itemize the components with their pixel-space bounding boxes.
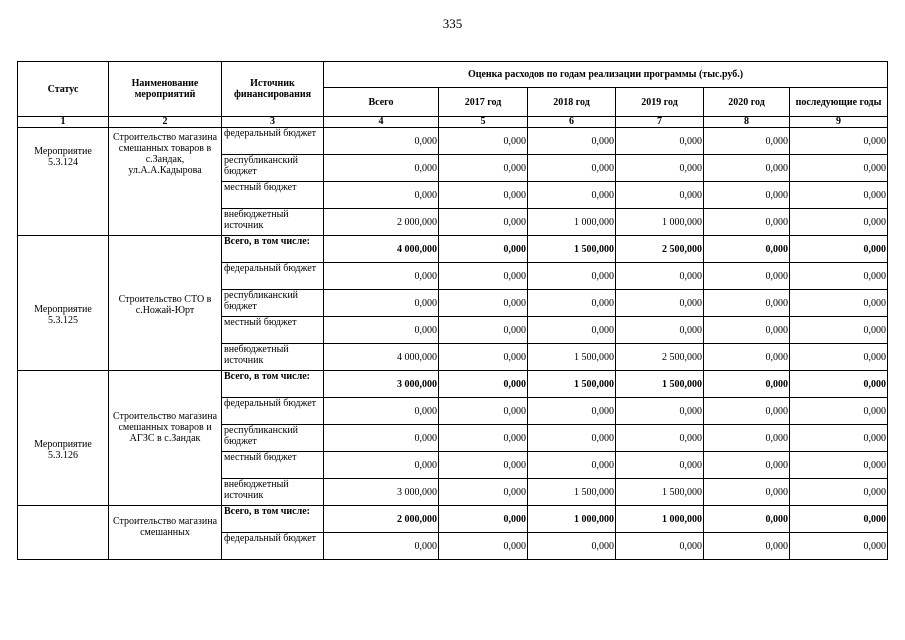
amount-cell-later: 0,000 (790, 236, 888, 263)
event-name-cell (109, 506, 222, 560)
amount-cell-later: 0,000 (790, 290, 888, 317)
event-name-cell (109, 236, 222, 371)
amount-cell-y2019: 1 500,000 (616, 479, 704, 506)
funding-source-cell: федеральный бюджет (222, 533, 324, 560)
header-2017: 2017 год (439, 88, 528, 117)
header-name: Наименование мероприятий (109, 62, 222, 117)
amount-cell-y2019: 0,000 (616, 290, 704, 317)
event-name-text: Строительство магазина смешанных (112, 516, 218, 538)
amount-cell-later: 0,000 (790, 182, 888, 209)
amount-cell-y2020: 0,000 (704, 263, 790, 290)
funding-source-cell: республиканский бюджет (222, 155, 324, 182)
funding-source-cell: местный бюджет (222, 182, 324, 209)
amount-cell-y2019: 1 000,000 (616, 209, 704, 236)
status-cell (18, 506, 109, 560)
amount-cell-total: 0,000 (324, 452, 439, 479)
col-number: 5 (439, 117, 528, 128)
amount-cell-y2020: 0,000 (704, 398, 790, 425)
table-row (18, 236, 888, 263)
amount-cell-y2018: 0,000 (528, 452, 616, 479)
event-name-text: Строительство магазина смешанных товаров в с.Зандак, ул.А.А.Кадырова (112, 132, 218, 176)
amount-cell-y2019: 0,000 (616, 128, 704, 155)
amount-cell-y2020: 0,000 (704, 182, 790, 209)
amount-cell-y2020: 0,000 (704, 425, 790, 452)
amount-cell-y2018: 0,000 (528, 425, 616, 452)
amount-cell-total: 2 000,000 (324, 209, 439, 236)
amount-cell-y2017: 0,000 (439, 209, 528, 236)
amount-cell-y2017: 0,000 (439, 317, 528, 344)
page-number: 335 (442, 16, 463, 31)
amount-cell-later: 0,000 (790, 452, 888, 479)
amount-cell-later: 0,000 (790, 479, 888, 506)
header-2019: 2019 год (616, 88, 704, 117)
amount-cell-y2017: 0,000 (439, 371, 528, 398)
amount-cell-y2018: 0,000 (528, 182, 616, 209)
header-row-1 (18, 62, 888, 88)
amount-cell-later: 0,000 (790, 398, 888, 425)
amount-cell-y2019: 0,000 (616, 317, 704, 344)
amount-cell-later: 0,000 (790, 128, 888, 155)
amount-cell-later: 0,000 (790, 209, 888, 236)
funding-source-cell: Всего, в том числе: (222, 371, 324, 398)
amount-cell-y2020: 0,000 (704, 344, 790, 371)
status-text: Мероприятие 5.3.124 (34, 146, 92, 168)
amount-cell-later: 0,000 (790, 263, 888, 290)
amount-cell-y2020: 0,000 (704, 371, 790, 398)
amount-cell-y2019: 2 500,000 (616, 236, 704, 263)
amount-cell-total: 0,000 (324, 128, 439, 155)
amount-cell-y2019: 0,000 (616, 533, 704, 560)
funding-source-cell: республиканский бюджет (222, 425, 324, 452)
amount-cell-later: 0,000 (790, 155, 888, 182)
amount-cell-y2018: 0,000 (528, 128, 616, 155)
amount-cell-y2018: 1 500,000 (528, 479, 616, 506)
table-row (18, 128, 888, 155)
amount-cell-later: 0,000 (790, 425, 888, 452)
header-later: последующие годы (790, 88, 888, 117)
funding-source-cell: федеральный бюджет (222, 128, 324, 155)
amount-cell-y2018: 1 500,000 (528, 344, 616, 371)
amount-cell-y2020: 0,000 (704, 317, 790, 344)
amount-cell-total: 0,000 (324, 398, 439, 425)
amount-cell-y2018: 1 500,000 (528, 236, 616, 263)
funding-source-cell: федеральный бюджет (222, 263, 324, 290)
amount-cell-y2017: 0,000 (439, 479, 528, 506)
amount-cell-total: 0,000 (324, 533, 439, 560)
amount-cell-total: 0,000 (324, 317, 439, 344)
amount-cell-y2017: 0,000 (439, 398, 528, 425)
amount-cell-y2019: 0,000 (616, 398, 704, 425)
amount-cell-y2019: 0,000 (616, 425, 704, 452)
funding-source-cell: внебюджетный источник (222, 479, 324, 506)
budget-table (17, 61, 888, 560)
amount-cell-y2017: 0,000 (439, 128, 528, 155)
amount-cell-y2017: 0,000 (439, 263, 528, 290)
amount-cell-later: 0,000 (790, 344, 888, 371)
col-number: 8 (704, 117, 790, 128)
col-number: 1 (18, 117, 109, 128)
amount-cell-y2018: 0,000 (528, 533, 616, 560)
col-number: 4 (324, 117, 439, 128)
status-cell (18, 371, 109, 506)
funding-source-cell: местный бюджет (222, 452, 324, 479)
amount-cell-total: 0,000 (324, 155, 439, 182)
amount-cell-total: 2 000,000 (324, 506, 439, 533)
amount-cell-y2017: 0,000 (439, 344, 528, 371)
header-total: Всего (324, 88, 439, 117)
amount-cell-y2017: 0,000 (439, 236, 528, 263)
amount-cell-total: 3 000,000 (324, 479, 439, 506)
amount-cell-y2018: 1 500,000 (528, 371, 616, 398)
status-cell (18, 128, 109, 236)
status-cell (18, 236, 109, 371)
amount-cell-total: 0,000 (324, 425, 439, 452)
status-text: Мероприятие 5.3.125 (34, 304, 92, 326)
amount-cell-y2020: 0,000 (704, 452, 790, 479)
table-body (18, 128, 888, 560)
amount-cell-y2017: 0,000 (439, 155, 528, 182)
amount-cell-y2017: 0,000 (439, 182, 528, 209)
amount-cell-y2017: 0,000 (439, 506, 528, 533)
header-estimate: Оценка расходов по годам реализации программы (тыс.руб.) (324, 62, 888, 88)
funding-source-cell: внебюджетный источник (222, 209, 324, 236)
amount-cell-later: 0,000 (790, 371, 888, 398)
amount-cell-y2018: 1 000,000 (528, 209, 616, 236)
header-2018: 2018 год (528, 88, 616, 117)
amount-cell-y2020: 0,000 (704, 533, 790, 560)
amount-cell-y2019: 1 500,000 (616, 371, 704, 398)
amount-cell-y2020: 0,000 (704, 290, 790, 317)
header-source: Источник финансирования (222, 62, 324, 117)
amount-cell-y2018: 0,000 (528, 290, 616, 317)
funding-source-cell: республиканский бюджет (222, 290, 324, 317)
budget-table-container (17, 61, 888, 609)
amount-cell-total: 0,000 (324, 290, 439, 317)
col-number: 3 (222, 117, 324, 128)
amount-cell-y2017: 0,000 (439, 425, 528, 452)
amount-cell-later: 0,000 (790, 317, 888, 344)
amount-cell-y2017: 0,000 (439, 452, 528, 479)
amount-cell-y2017: 0,000 (439, 533, 528, 560)
amount-cell-total: 4 000,000 (324, 236, 439, 263)
amount-cell-y2020: 0,000 (704, 155, 790, 182)
event-name-cell (109, 128, 222, 236)
amount-cell-y2018: 1 000,000 (528, 506, 616, 533)
header-status: Статус (18, 62, 109, 117)
amount-cell-later: 0,000 (790, 533, 888, 560)
amount-cell-y2019: 0,000 (616, 452, 704, 479)
amount-cell-y2020: 0,000 (704, 128, 790, 155)
amount-cell-total: 3 000,000 (324, 371, 439, 398)
col-number: 2 (109, 117, 222, 128)
funding-source-cell: внебюджетный источник (222, 344, 324, 371)
amount-cell-y2018: 0,000 (528, 263, 616, 290)
funding-source-cell: местный бюджет (222, 317, 324, 344)
event-name-text: Строительство магазина смешанных товаров и АГЗС в с.Зандак (112, 411, 218, 444)
col-number: 9 (790, 117, 888, 128)
header-2020: 2020 год (704, 88, 790, 117)
event-name-cell (109, 371, 222, 506)
amount-cell-total: 0,000 (324, 182, 439, 209)
table-row (18, 506, 888, 533)
amount-cell-y2020: 0,000 (704, 479, 790, 506)
amount-cell-later: 0,000 (790, 506, 888, 533)
amount-cell-y2018: 0,000 (528, 398, 616, 425)
amount-cell-y2019: 0,000 (616, 155, 704, 182)
amount-cell-y2019: 0,000 (616, 182, 704, 209)
amount-cell-total: 0,000 (324, 263, 439, 290)
amount-cell-y2018: 0,000 (528, 317, 616, 344)
amount-cell-total: 4 000,000 (324, 344, 439, 371)
amount-cell-y2020: 0,000 (704, 209, 790, 236)
table-row (18, 371, 888, 398)
amount-cell-y2020: 0,000 (704, 236, 790, 263)
funding-source-cell: федеральный бюджет (222, 398, 324, 425)
amount-cell-y2019: 0,000 (616, 263, 704, 290)
col-number: 6 (528, 117, 616, 128)
status-text: Мероприятие 5.3.126 (34, 439, 92, 461)
funding-source-cell: Всего, в том числе: (222, 506, 324, 533)
amount-cell-y2019: 1 000,000 (616, 506, 704, 533)
status-text (20, 510, 106, 524)
column-number-row (18, 117, 888, 128)
col-number: 7 (616, 117, 704, 128)
amount-cell-y2017: 0,000 (439, 290, 528, 317)
amount-cell-y2018: 0,000 (528, 155, 616, 182)
funding-source-cell: Всего, в том числе: (222, 236, 324, 263)
event-name-text: Строительство СТО в с.Ножай-Юрт (118, 294, 212, 316)
amount-cell-y2019: 2 500,000 (616, 344, 704, 371)
amount-cell-y2020: 0,000 (704, 506, 790, 533)
